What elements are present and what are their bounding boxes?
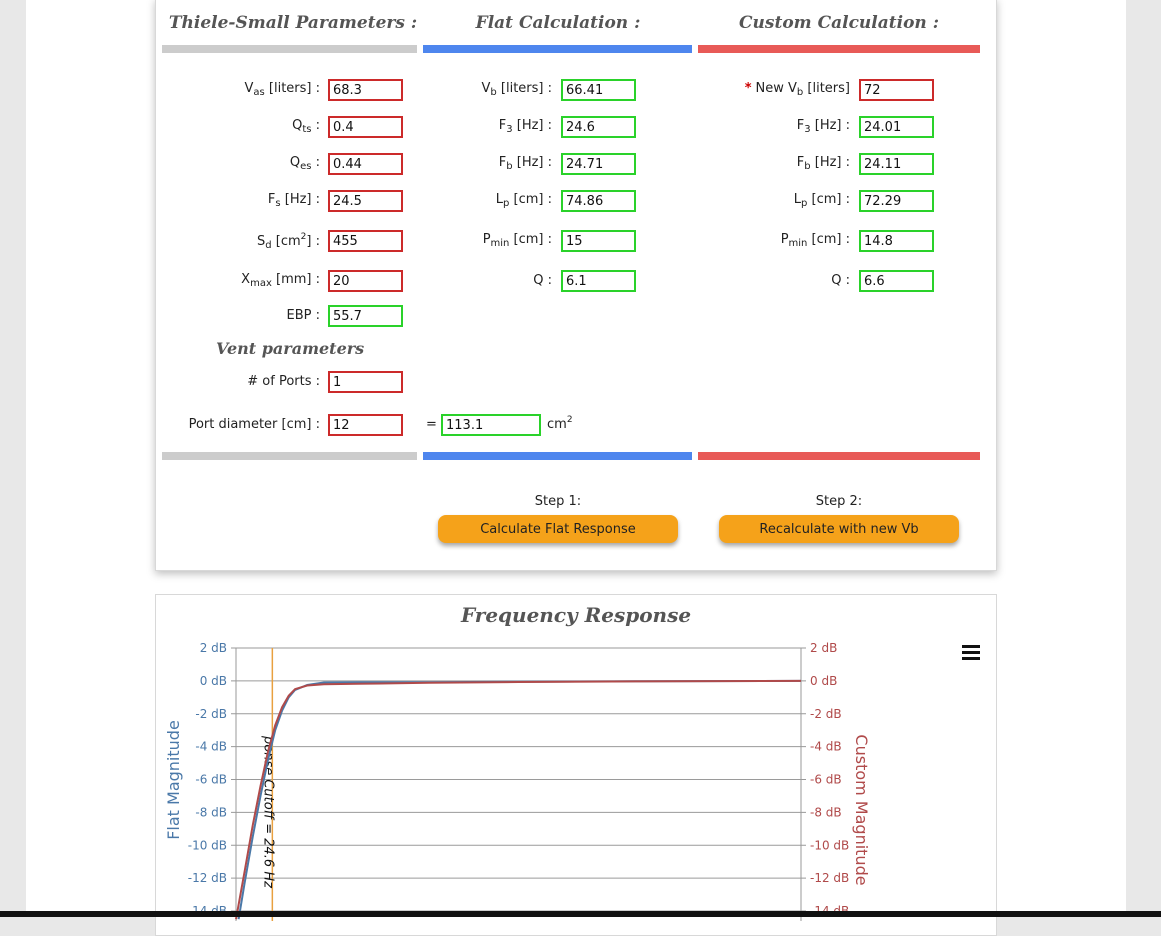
frequency-response-chart [156,595,996,935]
chart-panel [155,594,997,936]
qts-label: $Q_{ts}$ : [292,118,320,135]
custom-fb-label: $F_b$ [Hz] : [796,155,850,172]
y-tick-label-left: 0 dB [199,673,227,688]
flat-vb-label: $V_b$ [liters] : [481,81,552,98]
sd-label: $S_d$ $[cm^2]$ : [257,232,320,251]
ebp-output[interactable] [328,305,403,327]
recalculate-button[interactable]: Recalculate with new Vb [719,515,959,543]
ports-input[interactable] [328,371,403,393]
custom-magnitude-series [236,681,801,919]
custom-f3-output[interactable] [859,116,934,138]
xmax-label: $X_{max}$ [mm] : [241,272,320,289]
fs-label: $F_s$ [Hz] : [267,192,320,209]
step1-label: Step 1: [534,494,582,509]
custom-pmin-output[interactable] [859,230,934,252]
flat-q-output[interactable] [561,270,636,292]
flat-vb-output[interactable] [561,79,636,101]
ebp-label: EBP : [286,308,320,323]
ts-divider-bottom [162,452,417,460]
custom-lp-output[interactable] [859,190,934,212]
flat-fb-output[interactable] [561,153,636,175]
fs-input[interactable] [328,190,403,212]
vas-input[interactable] [328,79,403,101]
y-tick-label-left: -12 dB [187,871,227,886]
flat-divider-bottom [423,452,692,460]
vent-parameters-title: Vent parameters [216,339,365,358]
custom-divider-top [698,45,980,53]
custom-q-label: Q : [831,273,850,288]
xmax-input[interactable] [328,270,403,292]
taskbar-edge [0,911,1161,917]
y-tick-label-left: -2 dB [195,706,227,721]
port-area-output[interactable] [441,414,541,436]
custom-divider-bottom [698,452,980,460]
flat-fb-label: $F_b$ [Hz] : [498,155,552,172]
custom-vb-label: * New $V_b$ [liters] [744,81,850,98]
y-tick-label-right: -10 dB [810,838,850,853]
custom-fb-output[interactable] [859,153,934,175]
qes-label: $Q_{es}$ : [289,155,320,172]
chart-title: Frequency Response [460,603,692,627]
flat-pmin-output[interactable] [561,230,636,252]
flat-f3-output[interactable] [561,116,636,138]
custom-calculation-title: Custom Calculation : [739,13,939,33]
custom-f3-label: $F_3$ [Hz] : [796,118,850,135]
vas-label: $V_{as}$ [liters] : [244,81,320,98]
y-tick-label-right: -2 dB [810,706,842,721]
port-diameter-input[interactable] [328,414,403,436]
y-tick-label-left: -10 dB [187,838,227,853]
ts-parameters-title: Thiele-Small Parameters : [168,13,418,33]
custom-pmin-label: $P_{min}$ [cm] : [780,232,850,249]
y-tick-label-left: -8 dB [195,805,227,820]
flat-f3-label: $F_3$ [Hz] : [498,118,552,135]
flat-calculation-title: Flat Calculation : [475,13,641,33]
flat-magnitude-series [239,681,801,919]
flat-pmin-label: $P_{min}$ [cm] : [482,232,552,249]
y-axis-title-left: Flat Magnitude [164,720,183,840]
y-tick-label-left: -6 dB [195,772,227,787]
flat-divider-top [423,45,692,53]
port-diameter-label: Port diameter [cm] : [188,417,320,432]
calculate-flat-response-button[interactable]: Calculate Flat Response [438,515,678,543]
y-axis-title-right: Custom Magnitude [852,734,871,886]
port-area-equals: = [426,417,437,432]
qts-input[interactable] [328,116,403,138]
y-tick-label-right: 2 dB [810,641,838,655]
port-area-unit: $cm^2$ [547,415,573,432]
calculator-panel [155,0,997,571]
y-tick-label-right: -12 dB [810,871,850,886]
ports-label: # of Ports : [247,374,320,389]
flat-q-label: Q : [533,273,552,288]
step2-label: Step 2: [815,494,863,509]
y-tick-label-right: -6 dB [810,772,842,787]
custom-lp-label: $L_p$ [cm] : [793,192,850,209]
sd-input[interactable] [328,230,403,252]
y-tick-label-right: -8 dB [810,805,842,820]
y-tick-label-left: -4 dB [195,739,227,754]
flat-lp-output[interactable] [561,190,636,212]
ts-divider-top [162,45,417,53]
flat-lp-label: $L_p$ [cm] : [495,192,552,209]
custom-q-output[interactable] [859,270,934,292]
y-tick-label-right: -4 dB [810,739,842,754]
y-tick-label-right: 0 dB [810,673,838,688]
custom-vb-input[interactable] [859,79,934,101]
cutoff-annotation: ponse Cutoff = 24.6 Hz [260,736,276,888]
qes-input[interactable] [328,153,403,175]
y-tick-label-left: 2 dB [199,641,227,655]
